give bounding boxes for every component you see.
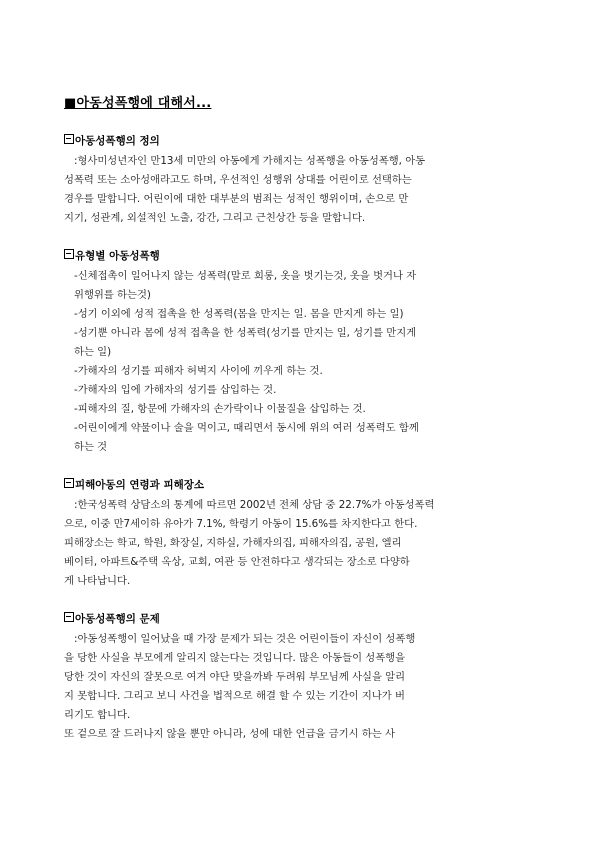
text-line: :한국성폭력 상담소의 통계에 따르면 2002년 전체 상담 중 22.7%가 아동성폭력	[74, 499, 435, 511]
text-line: -어린이에게 약물이나 술을 먹이고, 때리면서 동시에 위의 여러 성폭력도 함께	[74, 422, 419, 434]
text-line: :아동성폭행이 일어났을 때 가장 문제가 되는 것은 어린이들이 자신이 성폭행	[74, 633, 416, 645]
text-line: -피해자의 질, 항문에 가해자의 손가락이나 이물질을 삽입하는 것.	[74, 403, 366, 415]
text-line: 지 못합니다. 그리고 보니 사건을 법적으로 해결 할 수 있는 기간이 지나가 버	[64, 690, 405, 702]
text-line: 베이터, 아파트&주택 옥상, 교회, 여관 등 안전하다고 생각되는 장소로 다양하	[64, 556, 410, 568]
section-heading-age-location: 피해아동의 연령과 피해장소	[64, 477, 204, 492]
pointing-hand-icon	[64, 249, 74, 259]
text-line: 하는 일)	[74, 346, 112, 358]
pointing-hand-icon	[64, 134, 74, 144]
pointing-hand-icon	[64, 478, 74, 488]
section-heading-types: 유형별 아동성폭행	[64, 248, 160, 263]
text-line: 을 당한 사실을 부모에게 알리지 않는다는 것입니다. 많은 아동들이 성폭행을	[64, 652, 406, 664]
text-line: 위행위를 하는것)	[74, 289, 151, 301]
text-line: 하는 것	[74, 441, 108, 453]
text-line: 으로, 이중 만7세이하 유아가 7.1%, 학령기 아동이 15.6%를 차지한다고 한다.	[64, 518, 418, 530]
text-line: 피해장소는 학교, 학원, 화장실, 지하실, 가해자의집, 피해자의집, 공원, 엘리	[64, 537, 402, 549]
text-line: -성기뿐 아니라 몸에 성적 접촉을 한 성폭력(성기를 만지는 일, 성기를 만지게	[74, 327, 417, 339]
text-line: 경우를 말합니다. 어린이에 대한 대부분의 범죄는 성적인 행위이며, 손으로 만	[64, 193, 409, 205]
document-title: ■아동성폭행에 대해서...	[64, 96, 212, 111]
text-line: -성기 이외에 성적 접촉을 한 성폭력(몸을 만지는 일. 몸을 만지게 하는 일)	[74, 308, 404, 320]
text-line: -가해자의 성기를 피해자 허벅지 사이에 끼우게 하는 것.	[74, 365, 323, 377]
text-line: 지기, 성관계, 외설적인 노출, 강간, 그리고 근친상간 등을 말합니다.	[64, 212, 366, 224]
text-line: 성폭력 또는 소아성애라고도 하며, 우선적인 성행위 상대를 어린이로 선택하는	[64, 174, 412, 186]
text-line: 리기도 합니다.	[64, 709, 131, 721]
text-line: -가해자의 입에 가해자의 성기를 삽입하는 것.	[74, 384, 277, 396]
text-line: -신체접촉이 일어나지 않는 성폭력(말로 희롱, 옷을 벗기는것, 옷을 벗거나 자	[74, 270, 417, 282]
section-heading-problems: 아동성폭행의 문제	[64, 611, 160, 626]
text-line: 게 나타납니다.	[64, 575, 131, 587]
pointing-hand-icon	[64, 612, 74, 622]
text-line: 당한 것이 자신의 잘못으로 여겨 야단 맞을까봐 두려워 부모님께 사실을 알리	[64, 671, 406, 683]
text-line: 또 겉으로 잘 드러나지 않을 뿐만 아니라, 성에 대한 언급을 금기시 하는 사	[64, 728, 396, 740]
text-line: :형사미성년자인 만13세 미만의 아동에게 가해지는 성폭행을 아동성폭행, 아동	[74, 155, 426, 167]
section-heading-definition: 아동성폭행의 정의	[64, 133, 160, 148]
